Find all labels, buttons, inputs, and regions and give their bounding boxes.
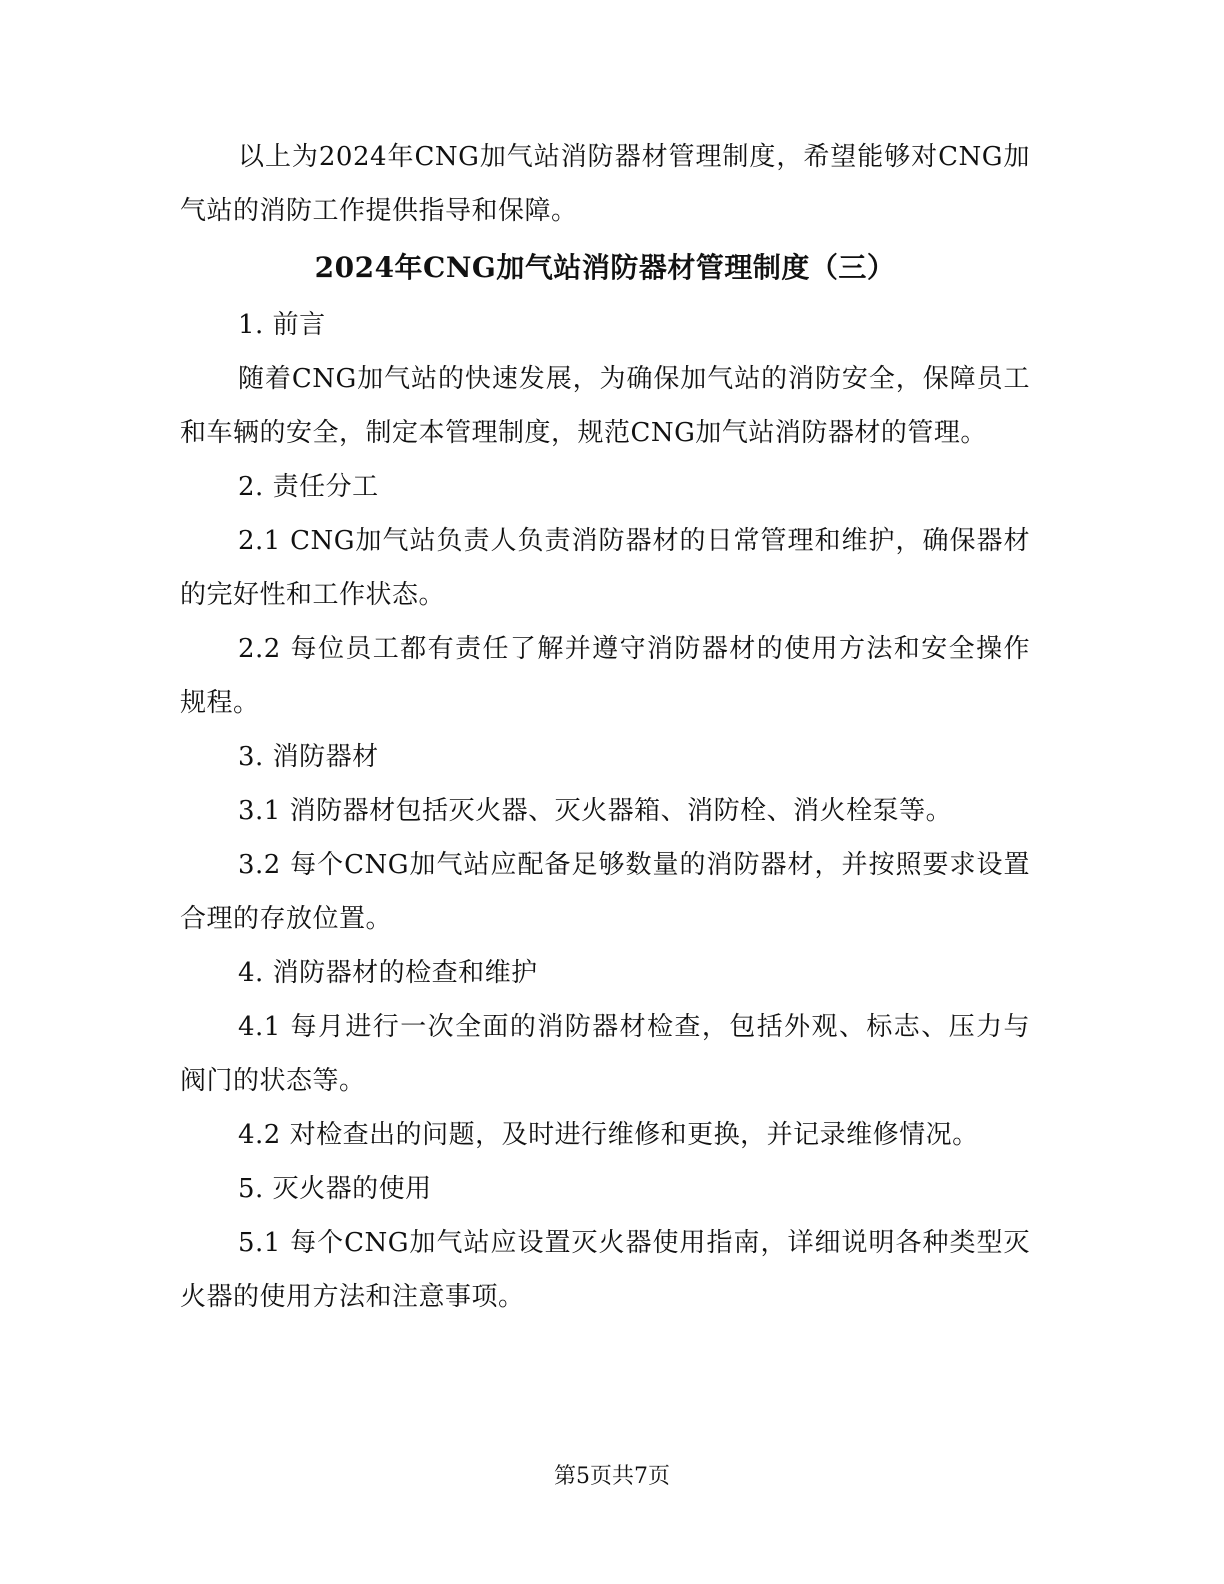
paragraph-3-1: 3.1 消防器材包括灭火器、灭火器箱、消防栓、消火栓泵等。: [238, 796, 953, 826]
paragraph-5-1: 5.1 每个CNG加气站应设置灭火器使用指南，详细说明各种类型灭火器的使用方法和注意事项。: [180, 1228, 1030, 1312]
paragraph-4-2: 4.2 对检查出的问题，及时进行维修和更换，并记录维修情况。: [238, 1120, 979, 1150]
section-title: 2024年CNG加气站消防器材管理制度（三）: [314, 251, 896, 284]
heading-1: 1. 前言: [238, 310, 326, 340]
paragraph-2-1: 2.1 CNG加气站负责人负责消防器材的日常管理和维护，确保器材的完好性和工作状态。: [180, 526, 1030, 610]
intro-paragraph: 以上为2024年CNG加气站消防器材管理制度，希望能够对CNG加气站的消防工作提供指导和保障。: [180, 142, 1030, 226]
page-number: 第5页共7页: [554, 1464, 670, 1489]
heading-3: 3. 消防器材: [238, 742, 379, 772]
heading-2: 2. 责任分工: [238, 472, 379, 502]
heading-5: 5. 灭火器的使用: [238, 1174, 432, 1204]
paragraph-3-2: 3.2 每个CNG加气站应配备足够数量的消防器材，并按照要求设置合理的存放位置。: [180, 850, 1030, 934]
heading-4: 4. 消防器材的检查和维护: [238, 958, 538, 988]
paragraph-1: 随着CNG加气站的快速发展，为确保加气站的消防安全，保障员工和车辆的安全，制定本管理制度，规范CNG加气站消防器材的管理。: [180, 364, 1030, 448]
paragraph-4-1: 4.1 每月进行一次全面的消防器材检查，包括外观、标志、压力与阀门的状态等。: [180, 1012, 1030, 1096]
paragraph-2-2: 2.2 每位员工都有责任了解并遵守消防器材的使用方法和安全操作规程。: [180, 634, 1030, 718]
document-body: [180, 130, 1030, 1324]
